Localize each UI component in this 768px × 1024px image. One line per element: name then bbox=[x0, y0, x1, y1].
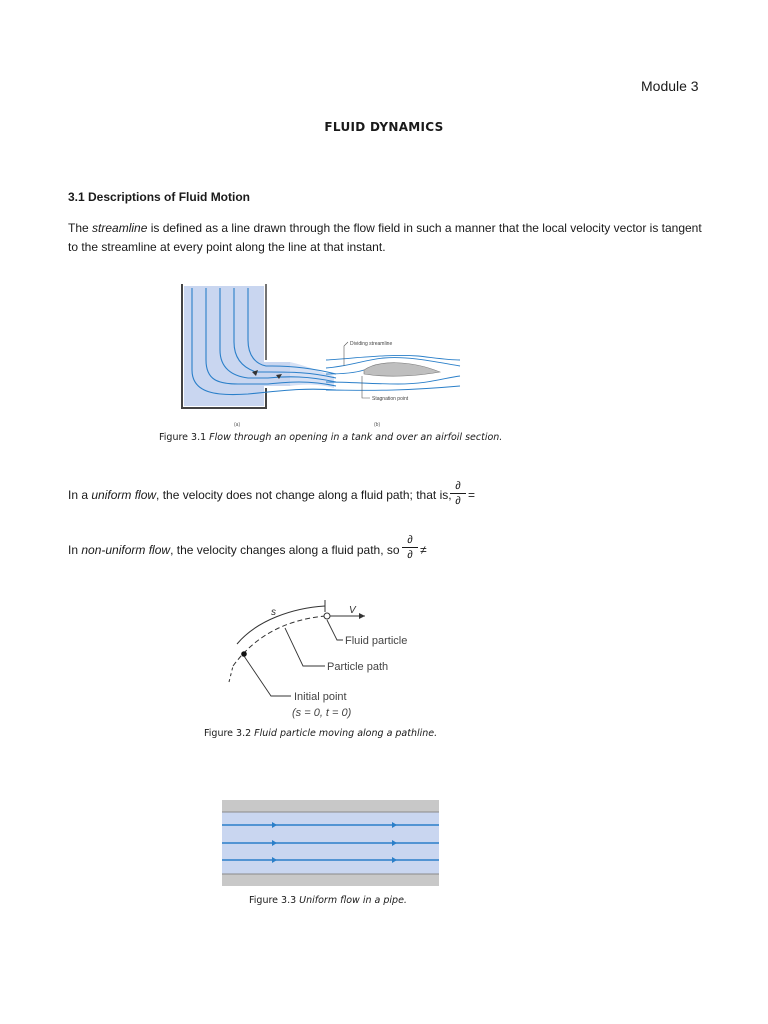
para-before: The bbox=[68, 221, 93, 235]
uniform-denominator: ∂ bbox=[450, 493, 466, 508]
uniform-fraction bbox=[450, 479, 466, 508]
fluid-particle-leader bbox=[327, 620, 343, 640]
uniform-relation: = bbox=[468, 488, 476, 502]
figure-3-2 bbox=[225, 596, 445, 726]
figure-3-3 bbox=[222, 800, 439, 886]
uniform-numerator: ∂ bbox=[455, 480, 461, 492]
page-title: FLUID DYNAMICS bbox=[324, 120, 444, 134]
path-extension bbox=[229, 666, 233, 682]
particle-path bbox=[233, 616, 325, 666]
nonuniform-fraction bbox=[402, 533, 418, 562]
section-heading: 3.1 Descriptions of Fluid Motion bbox=[68, 190, 251, 204]
fluid-particle-dot bbox=[324, 613, 330, 619]
nonuniform-pre: In bbox=[68, 543, 82, 557]
nonuniform-numerator: ∂ bbox=[407, 534, 413, 546]
uniform-post: , the velocity does not change along a fluid path; that is, bbox=[156, 488, 452, 502]
caption-text: Flow through an opening in a tank and over an airfoil section. bbox=[209, 432, 503, 443]
s-arc bbox=[237, 606, 325, 644]
airfoil bbox=[364, 363, 440, 376]
nonuniform-post: , the velocity changes along a fluid path, so bbox=[170, 543, 400, 557]
pipe-wall-top bbox=[222, 800, 439, 812]
caption-text: Fluid particle moving along a pathline. bbox=[254, 728, 438, 739]
v-label: V bbox=[349, 605, 356, 616]
nonuniform-denominator: ∂ bbox=[402, 547, 418, 562]
caption-label: Figure 3.3 bbox=[249, 895, 300, 906]
initial-point-label: Initial point bbox=[294, 691, 347, 703]
figure-3-1-caption bbox=[159, 432, 502, 443]
figure-3-2-caption bbox=[204, 728, 437, 739]
para-after: is defined as a line drawn through the flow field in such a manner that the local velocity vector is tangent to the streamline at every point along the line at that instant. bbox=[68, 221, 702, 254]
initial-point-dot bbox=[241, 651, 247, 657]
caption-label: Figure 3.2 bbox=[204, 728, 255, 739]
fluid-particle-label: Fluid particle bbox=[345, 635, 408, 647]
dividing-streamline-label: Dividing streamline bbox=[350, 341, 393, 347]
pipe-wall-bottom bbox=[222, 874, 439, 886]
uniform-flow-statement bbox=[68, 488, 452, 502]
s-label: s bbox=[271, 607, 276, 618]
caption-label: Figure 3.1 bbox=[159, 432, 210, 443]
initial-point-leader bbox=[244, 656, 291, 696]
nonuniform-flow-statement bbox=[68, 543, 400, 557]
velocity-arrowhead bbox=[359, 613, 365, 619]
stagnation-leader bbox=[362, 376, 370, 398]
nonuniform-relation: ≠ bbox=[420, 543, 427, 557]
uniform-pre: In a bbox=[68, 488, 92, 502]
nonuniform-em: non-uniform flow bbox=[81, 543, 171, 557]
particle-path-label: Particle path bbox=[327, 661, 389, 673]
dividing-leader bbox=[344, 342, 348, 366]
streamline-definition bbox=[68, 219, 708, 257]
figure-3-3-caption bbox=[249, 895, 407, 906]
uniform-em: uniform flow bbox=[91, 488, 157, 502]
label-a: (a) bbox=[234, 422, 241, 428]
particle-path-leader bbox=[285, 628, 325, 666]
module-label: Module 3 bbox=[641, 78, 699, 94]
figure-3-1 bbox=[178, 280, 468, 430]
caption-text: Uniform flow in a pipe. bbox=[299, 895, 407, 906]
initial-condition-label: (s = 0, t = 0) bbox=[292, 707, 352, 719]
label-b: (b) bbox=[374, 422, 381, 428]
para-em: streamline bbox=[92, 221, 148, 235]
stagnation-point-label: Stagnation point bbox=[372, 396, 409, 402]
